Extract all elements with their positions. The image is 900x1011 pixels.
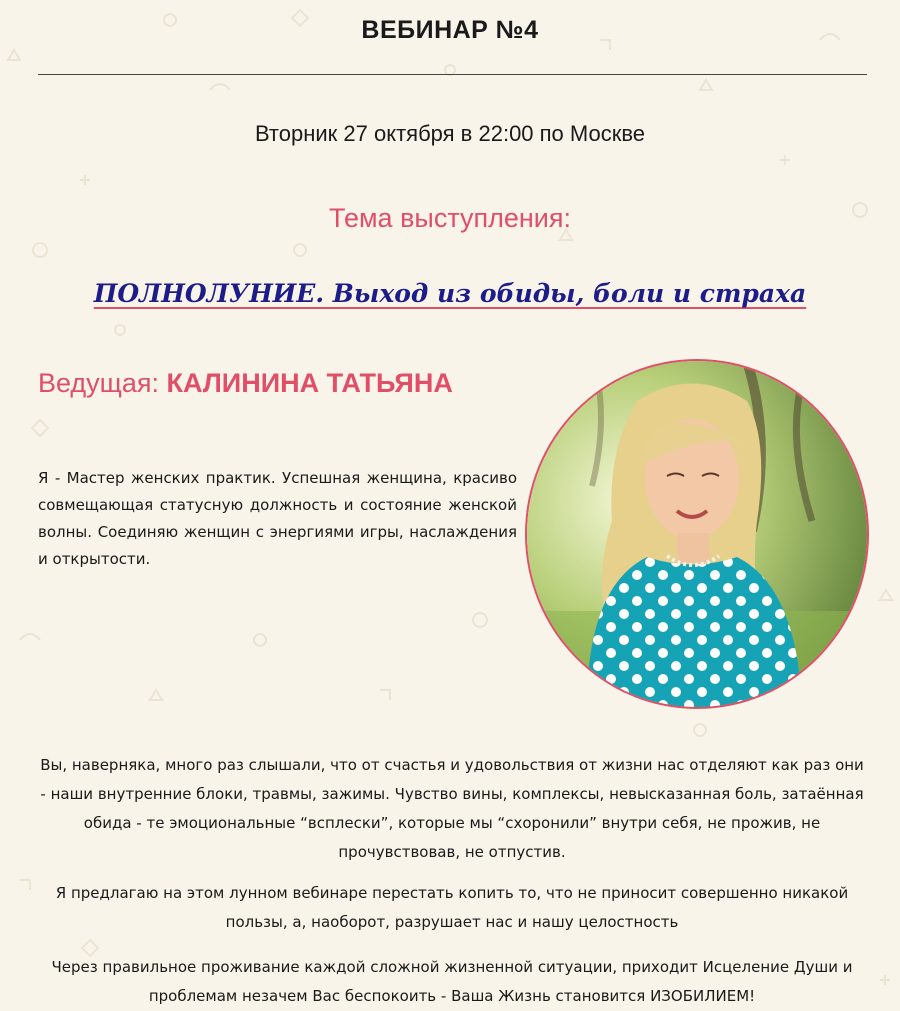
host-heading [38, 368, 453, 399]
intro-paragraph: Вы, наверняка, много раз слышали, что от счастья и удовольствия от жизни нас отделяют как раз они - наши внутренние блоки, травмы, зажимы. Чувство вины, комплексы, невысказанная боль, затаённая обида - те эмоциональные “всплески”, которые мы “схоронили” внутри себя, не прожив, не прочувствовав, не отпустив. [40, 756, 864, 861]
title-divider [38, 74, 867, 75]
host-bio: Я - Мастер женских практик. Успешная женщина, красиво совмещающая статусную должность и состояние женской волны. Соединяю женщин с энергиями игры, наслаждения и открытости. [38, 469, 517, 568]
webinar-date: Вторник 27 октября в 22:00 по Москве [254, 121, 646, 146]
topic-label: Тема выступления: [329, 203, 571, 233]
host-name: КАЛИНИНА ТАТЬЯНА [166, 368, 453, 398]
host-prefix: Ведущая: [38, 368, 167, 398]
topic-title-text: ПОЛНОЛУНИЕ. Выход из обиды, боли и страха [93, 279, 807, 308]
webinar-title: ВЕБИНАР №4 [361, 16, 539, 44]
outcome-paragraph: Через правильное проживание каждой сложной жизненной ситуации, приходит Исцеление Души и проблемам незачем Вас беспокоить - Ваша Жизнь становится ИЗОБИЛИЕМ! [51, 958, 853, 1005]
host-photo [525, 359, 869, 709]
topic-title [0, 279, 900, 308]
offer-paragraph: Я предлагаю на этом лунном вебинаре перестать копить то, что не приносит совершенно никакой пользы, а, наоборот, разрушает нас и нашу целостность [55, 884, 849, 931]
